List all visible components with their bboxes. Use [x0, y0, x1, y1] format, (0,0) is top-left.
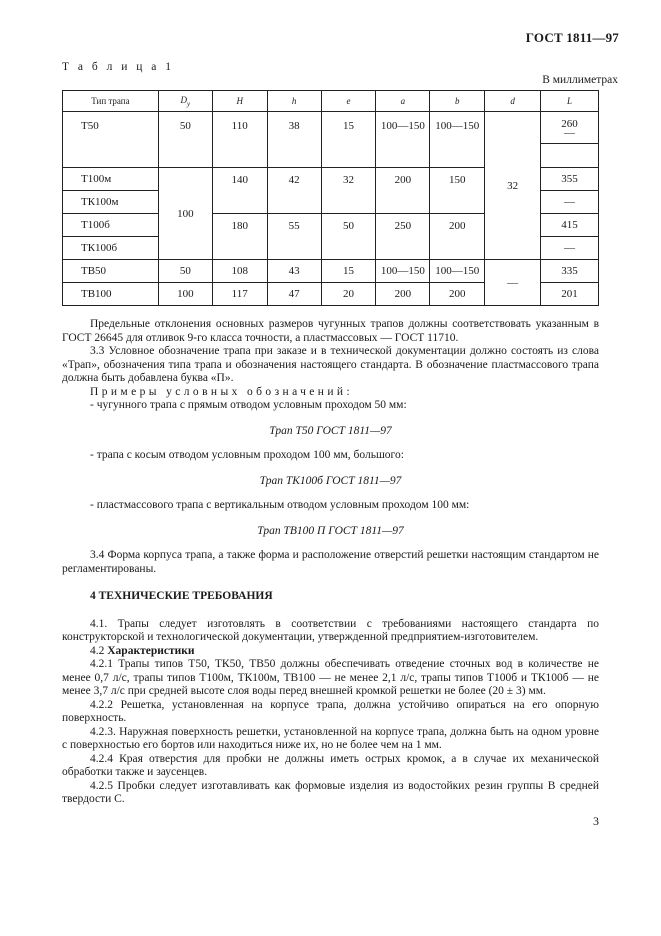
example-3-description: - пластмассового трапа с вертикальным отводом условным проходом 100 мм:	[90, 499, 470, 511]
column-header-type: Тип трапа	[63, 91, 159, 112]
paragraph-3-3: 3.3 Условное обозначение трапа при заказе и в технической документации должно состоять из слова «Трап», обозначения типа трапа и обозначения настоящего стандарта. В обозначение пластмассового трапа должна быть добавлена буква «П».	[62, 345, 599, 384]
cell-L: —	[541, 237, 599, 260]
cell-type: ТВ50	[63, 260, 159, 283]
characteristics-heading: Характеристики	[107, 644, 195, 657]
example-1-description: - чугунного трапа с прямым отводом условным проходом 50 мм:	[90, 399, 407, 411]
cell-e: 15	[321, 260, 376, 283]
paragraph-4-2-1: 4.2.1 Трапы типов Т50, ТК50, ТВ50 должны обеспечивать отведение сточных вод в количестве не менее 0,7 л/с, трапы типов Т100м, ТК100м, ТВ100 — не менее 2,1 л/с, трапы типов Т100б и ТК100б — не менее 3,7 л/с при средней высоте слоя воды перед внешней кромкой решетки не более (20 ± 3) мм.	[62, 658, 599, 697]
cell-H: 180	[212, 214, 267, 260]
cell-dy: 100	[158, 168, 212, 260]
cell-H: 117	[212, 283, 267, 306]
cell-b: 150	[430, 168, 485, 214]
column-header-H: H	[212, 91, 267, 112]
cell-a: 200	[376, 168, 430, 214]
table-caption: Т а б л и ц а 1	[62, 61, 175, 73]
table-header-row	[63, 91, 599, 112]
cell-a: 250	[376, 214, 430, 260]
paragraph-4-2: 4.2 Характеристики	[90, 644, 195, 657]
examples-heading: Примеры условных обозначений:	[90, 385, 354, 398]
cell-L: 355	[541, 168, 599, 191]
cell-e: 50	[321, 214, 376, 260]
cell-H: 140	[212, 168, 267, 214]
example-2: Трап ТК100б ГОСТ 1811—97	[259, 474, 402, 487]
table-row	[63, 112, 599, 144]
cell-dy: 100	[158, 283, 212, 306]
cell-type: ТВ100	[63, 283, 159, 306]
page-number: 3	[593, 814, 599, 828]
column-header-b: b	[430, 91, 485, 112]
column-header-dy: $D_y$	[158, 91, 212, 112]
cell-e: 20	[321, 283, 376, 306]
paragraph-4-2-2: 4.2.2 Решетка, установленная на корпусе трапа, должна устойчиво опираться на его опорную поверхность.	[62, 698, 599, 724]
column-header-a: a	[376, 91, 430, 112]
table-units: В миллиметрах	[542, 74, 618, 86]
cell-h: 47	[267, 283, 321, 306]
cell-h: 42	[267, 168, 321, 214]
cell-type: ТК100м	[63, 191, 159, 214]
cell-dy: 50	[158, 112, 212, 168]
paragraph-4-2-3: 4.2.3. Наружная поверхность решетки, установленной на корпусе трапа, должна быть на одном уровне с поверхностью его бортов или находиться ниже их, но не более чем на 1 мм.	[62, 725, 599, 751]
cell-L: 335	[541, 260, 599, 283]
cell-L: 260 —	[541, 112, 599, 144]
cell-type: Т50	[63, 112, 159, 168]
cell-h: 55	[267, 214, 321, 260]
cell-h: 43	[267, 260, 321, 283]
paragraph-4-2-5: 4.2.5 Пробки следует изготавливать как формовые изделия из водостойких резин группы В средней твердости С.	[62, 779, 599, 805]
paragraph-4-2-4: 4.2.4 Края отверстия для пробки не должны иметь острых кромок, а в случае их механической обработки также и заусенцев.	[62, 752, 599, 778]
dimensions-table	[62, 90, 599, 306]
cell-L: 201	[541, 283, 599, 306]
cell-e: 32	[321, 168, 376, 214]
cell-a: 100—150	[376, 260, 430, 283]
cell-L: —	[541, 191, 599, 214]
cell-type: ТК100б	[63, 237, 159, 260]
example-3: Трап ТВ100 П ГОСТ 1811—97	[257, 524, 404, 537]
cell-d: 32	[485, 112, 541, 260]
paragraph-tolerances: Предельные отклонения основных размеров чугунных трапов должны соответствовать указанным в ГОСТ 26645 для отливок 9-го класса точности, а пластмассовых — ГОСТ 11710.	[62, 318, 599, 344]
cell-type: Т100б	[63, 214, 159, 237]
cell-b: 200	[430, 214, 485, 260]
document-header: ГОСТ 1811—97	[525, 30, 619, 45]
cell-h: 38	[267, 112, 321, 168]
cell-H: 108	[212, 260, 267, 283]
cell-b: 200	[430, 283, 485, 306]
cell-L: 415	[541, 214, 599, 237]
section-4-heading: 4 ТЕХНИЧЕСКИЕ ТРЕБОВАНИЯ	[90, 590, 273, 602]
cell-a: 100—150	[376, 112, 430, 168]
example-2-description: - трапа с косым отводом условным проходом 100 мм, большого:	[90, 449, 404, 461]
paragraph-4-1: 4.1. Трапы следует изготовлять в соответствии с требованиями настоящего стандарта по конструкторской и технологической документации, утвержденной предприятием-изготовителем.	[62, 617, 599, 643]
cell-type: Т100м	[63, 168, 159, 191]
cell-b: 100—150	[430, 260, 485, 283]
example-1: Трап Т50 ГОСТ 1811—97	[269, 424, 392, 437]
cell-H: 110	[212, 112, 267, 168]
cell-a: 200	[376, 283, 430, 306]
column-header-h: h	[267, 91, 321, 112]
cell-d: —	[485, 260, 541, 306]
table-row	[63, 260, 599, 283]
paragraph-3-4: 3.4 Форма корпуса трапа, а также форма и расположение отверстий решетки настоящим стандартом не регламентированы.	[62, 549, 599, 575]
cell-e: 15	[321, 112, 376, 168]
body-text	[62, 318, 599, 807]
cell-dy: 50	[158, 260, 212, 283]
column-header-d: d	[485, 91, 541, 112]
cell-L	[541, 144, 599, 168]
cell-b: 100—150	[430, 112, 485, 168]
column-header-L: L	[541, 91, 599, 112]
column-header-e: e	[321, 91, 376, 112]
